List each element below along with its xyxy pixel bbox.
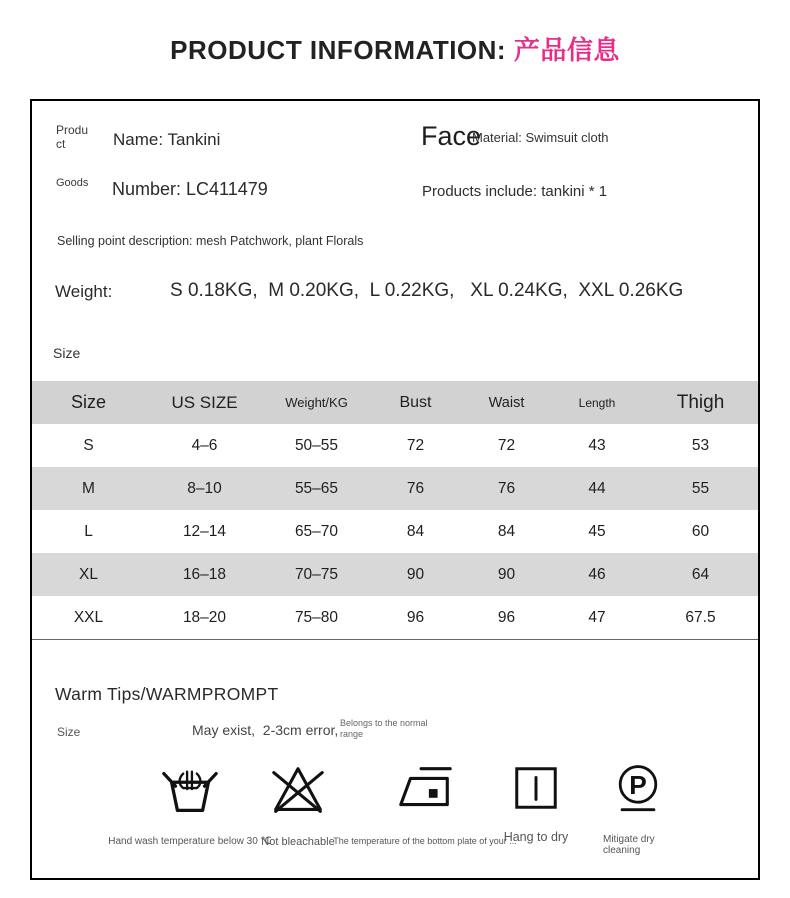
selling-point: Selling point description: mesh Patchwork, plant Florals — [57, 234, 364, 248]
warm-tips-note-small: Belongs to the normal range — [340, 718, 428, 740]
cell: 60 — [691, 522, 710, 540]
cell: 72 — [406, 436, 425, 454]
dry-clean-p-icon — [608, 760, 668, 820]
col-header-thigh: Thigh — [676, 391, 725, 413]
size-table-header-row — [32, 381, 758, 424]
table-row — [32, 510, 758, 553]
product-row-label: Product — [56, 123, 89, 152]
product-info-panel — [30, 99, 760, 880]
size-table — [32, 381, 758, 640]
product-name: Name: Tankini — [113, 130, 221, 149]
cell: 55 — [691, 479, 710, 497]
cell: 43 — [588, 436, 606, 454]
table-row — [32, 424, 758, 467]
cell: 76 — [497, 479, 516, 497]
face-label: Face — [421, 121, 482, 151]
col-header-length: Length — [578, 395, 616, 410]
cell: 12–14 — [182, 522, 227, 540]
cell: 65–70 — [294, 522, 339, 540]
page-title-en: PRODUCT INFORMATION: — [170, 35, 514, 65]
care-label: Hand wash temperature below 30 ℃ — [108, 836, 272, 847]
cell: 96 — [497, 608, 516, 626]
cell: 72 — [497, 436, 516, 454]
cell: 96 — [406, 608, 425, 626]
svg-text:P: P — [629, 769, 647, 800]
cell: 8–10 — [187, 479, 222, 497]
hand-wash-icon — [159, 760, 221, 822]
col-header-bust: Bust — [399, 393, 432, 411]
weight-value: S 0.18KG, M 0.20KG, L 0.22KG, XL 0.24KG, XXL 0.26KG — [170, 280, 684, 301]
table-row — [32, 467, 758, 510]
cell: 90 — [406, 565, 425, 583]
care-label: Hang to dry — [503, 830, 569, 844]
cell: S — [83, 436, 94, 454]
page-title-zh: 产品信息 — [513, 35, 620, 65]
cell: 16–18 — [182, 565, 227, 583]
col-header-us-size: US SIZE — [171, 392, 238, 412]
col-header-waist: Waist — [488, 394, 525, 411]
hang-dry-icon — [508, 760, 564, 816]
cell: 75–80 — [294, 608, 339, 626]
page-title — [0, 30, 790, 67]
cell: 90 — [497, 565, 516, 583]
cell: 46 — [588, 565, 606, 583]
cell: 18–20 — [182, 608, 227, 626]
goods-number: Number: LC411479 — [112, 179, 268, 199]
care-label: Mitigate dry cleaning — [603, 834, 655, 856]
col-header-weight: Weight/KG — [285, 395, 348, 410]
cell: 53 — [691, 436, 710, 454]
cell: 47 — [588, 608, 606, 626]
weight-label: Weight: — [55, 282, 113, 301]
care-item-hang-dry — [476, 760, 596, 844]
care-label: Not bleachable — [261, 836, 335, 848]
iron-icon — [394, 760, 456, 822]
col-header-size: Size — [70, 392, 106, 412]
care-label: The temperature of the bottom plate of your ... — [333, 836, 517, 846]
material-value: Material: Swimsuit cloth — [472, 130, 609, 145]
cell: XXL — [73, 608, 104, 626]
table-row — [32, 553, 758, 596]
cell: 76 — [406, 479, 425, 497]
cell: 67.5 — [685, 608, 716, 626]
warm-tips-heading: Warm Tips/WARMPROMPT — [55, 684, 279, 704]
no-bleach-icon — [267, 760, 329, 822]
cell: 84 — [406, 522, 425, 540]
cell: 70–75 — [294, 565, 339, 583]
care-item-dry-clean — [592, 760, 684, 856]
cell: M — [82, 479, 95, 497]
cell: L — [84, 522, 93, 540]
cell: 4–6 — [191, 436, 218, 454]
size-section-label: Size — [53, 345, 81, 361]
cell: 50–55 — [294, 436, 339, 454]
table-row — [32, 596, 758, 639]
goods-row-label: Goods — [56, 177, 89, 189]
products-include: Products include: tankini * 1 — [422, 183, 608, 200]
cell: 44 — [588, 479, 606, 497]
cell: 45 — [588, 522, 606, 540]
cell: 84 — [497, 522, 516, 540]
warm-tips-note: May exist, 2-3cm error, — [192, 722, 339, 738]
warm-tips-size-label: Size — [57, 725, 81, 739]
cell: 64 — [691, 565, 710, 583]
cell: XL — [79, 565, 98, 583]
cell: 55–65 — [294, 479, 339, 497]
